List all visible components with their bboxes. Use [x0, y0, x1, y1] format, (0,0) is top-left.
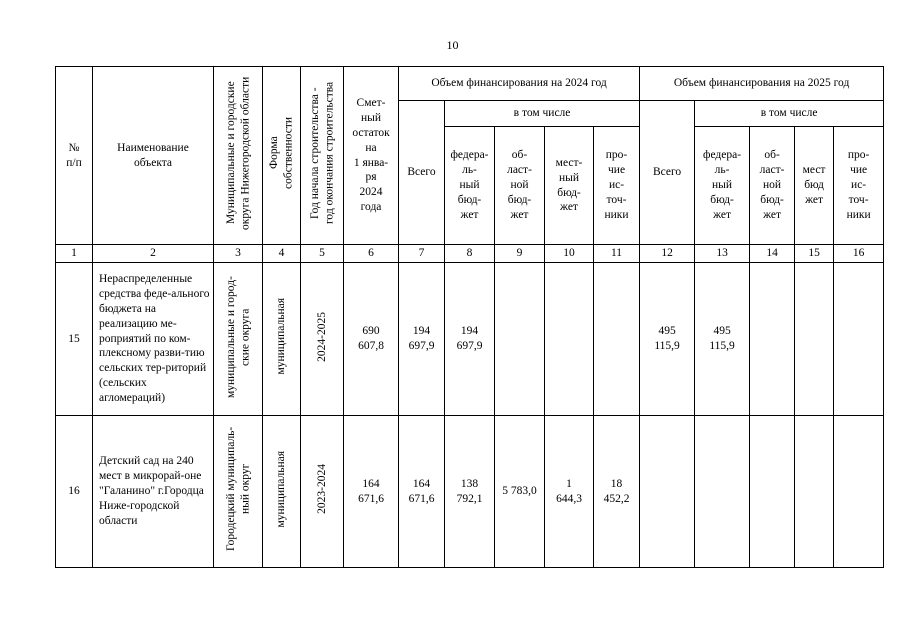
cell-ownership: муниципальная	[263, 263, 301, 416]
column-number: 15	[795, 245, 834, 263]
cell-total-2024: 164 671,6	[399, 416, 445, 568]
column-number: 13	[695, 245, 750, 263]
cell-federal-2024: 194 697,9	[445, 263, 495, 416]
column-number: 11	[594, 245, 640, 263]
column-number: 6	[344, 245, 399, 263]
header-total-2025: Всего	[640, 101, 695, 245]
header-federal-2024: федера- ль- ный бюд- жет	[445, 127, 495, 245]
header-regional-2024: об- ласт- ной бюд- жет	[495, 127, 545, 245]
column-number: 12	[640, 245, 695, 263]
cell-other-2025	[834, 263, 884, 416]
header-district: Муниципальные и городские округа Нижегородской области	[214, 67, 263, 245]
cell-federal-2025	[695, 416, 750, 568]
cell-remaining: 164 671,6	[344, 416, 399, 568]
cell-local-2024	[545, 263, 594, 416]
header-local-2024: мест- ный бюд- жет	[545, 127, 594, 245]
cell-num: 15	[56, 263, 93, 416]
column-number: 5	[301, 245, 344, 263]
page-number: 10	[446, 38, 459, 52]
header-regional-2025: об- ласт- ной бюд- жет	[750, 127, 795, 245]
column-number: 8	[445, 245, 495, 263]
header-group-2025: Объем финансирования на 2025 год	[640, 67, 884, 101]
column-number: 10	[545, 245, 594, 263]
column-number: 1	[56, 245, 93, 263]
cell-regional-2024: 5 783,0	[495, 416, 545, 568]
column-number: 14	[750, 245, 795, 263]
cell-local-2025	[795, 263, 834, 416]
header-other-2024: про- чие ис- точ- ники	[594, 127, 640, 245]
column-number-row	[56, 245, 884, 263]
column-number: 16	[834, 245, 884, 263]
column-number: 9	[495, 245, 545, 263]
cell-other-2024: 18 452,2	[594, 416, 640, 568]
header-group-2024: Объем финансирования на 2024 год	[399, 67, 640, 101]
cell-total-2025: 495 115,9	[640, 263, 695, 416]
table-row	[56, 263, 884, 416]
cell-years: 2023-2024	[301, 416, 344, 568]
cell-years: 2024-2025	[301, 263, 344, 416]
table-row	[56, 416, 884, 568]
cell-num: 16	[56, 416, 93, 568]
cell-regional-2025	[750, 416, 795, 568]
cell-other-2025	[834, 416, 884, 568]
cell-total-2024: 194 697,9	[399, 263, 445, 416]
header-num: № п/п	[56, 67, 93, 245]
cell-name: Детский сад на 240 мест в микрорай-оне "Галанино" г.Городца Ниже-городской области	[93, 416, 214, 568]
cell-ownership: муниципальная	[263, 416, 301, 568]
header-other-2025: про- чие ис- точ- ники	[834, 127, 884, 245]
cell-name: Нераспределенные средства феде-ального бюджета на реализацию ме-роприятий по ком-плексному разви-тию сельских тер-риторий (сельских агломераций)	[93, 263, 214, 416]
column-number: 4	[263, 245, 301, 263]
header-total-2024: Всего	[399, 101, 445, 245]
column-number: 2	[93, 245, 214, 263]
cell-local-2025	[795, 416, 834, 568]
column-number: 3	[214, 245, 263, 263]
header-remaining: Смет- ный остаток на 1 янва- ря 2024 года	[344, 67, 399, 245]
header-including-2025: в том числе	[695, 101, 884, 127]
cell-federal-2024: 138 792,1	[445, 416, 495, 568]
cell-regional-2024	[495, 263, 545, 416]
cell-remaining: 690 607,8	[344, 263, 399, 416]
header-including-2024: в том числе	[445, 101, 640, 127]
column-number: 7	[399, 245, 445, 263]
header-years: Год начала строительства - год окончания строительства	[301, 67, 344, 245]
header-ownership: Форма собственности	[263, 67, 301, 245]
cell-other-2024	[594, 263, 640, 416]
header-local-2025: мест бюд жет	[795, 127, 834, 245]
financing-table	[55, 66, 884, 568]
cell-local-2024: 1 644,3	[545, 416, 594, 568]
cell-federal-2025: 495 115,9	[695, 263, 750, 416]
cell-district: муниципальные и город- ские округа	[214, 263, 263, 416]
cell-district: Городецкий муниципаль- ный округ	[214, 416, 263, 568]
header-name: Наименование объекта	[93, 67, 214, 245]
cell-regional-2025	[750, 263, 795, 416]
cell-total-2025	[640, 416, 695, 568]
header-federal-2025: федера- ль- ный бюд- жет	[695, 127, 750, 245]
